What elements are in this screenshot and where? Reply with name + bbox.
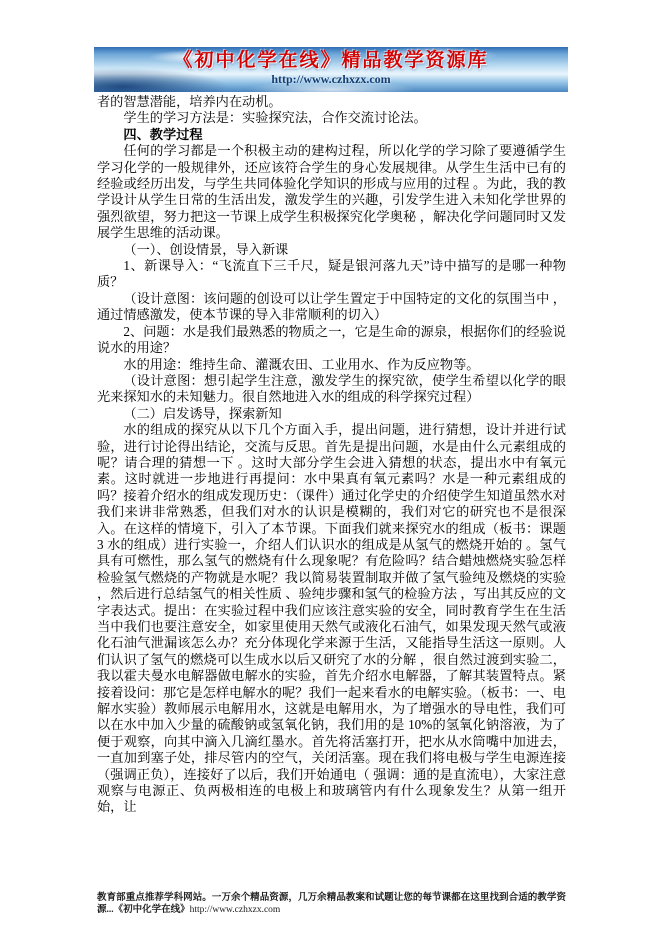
paragraph: 任何的学习都是一个积极主动的建构过程，所以化学的学习除了要遵循学生学习化学的一般规律外，还应该符合学生的身心发展规律。从学生生活中已有的经验或经历出发，与学生共同体验化学知识的形成与应用的过程 。为此，我的教学设计从学生日常的生活出发，激发学生的兴趣，引发学生进入未知化学世界的强烈欲望，努力把这一节课上成学生积极探究化学奥秘 ，解决化学问题同时又发展学生思维的活动课。	[97, 143, 566, 241]
banner-title: 《初中化学在线》精品教学资源库	[173, 50, 489, 71]
paragraph: 水的用途：维持生命、灌溉农田、工业用水、作为反应物等。	[123, 356, 480, 372]
paragraph: 1、新课导入：“飞流直下三千尺，疑是银河落九天”诗中描写的是哪一种物质？	[97, 258, 566, 290]
banner-url: http://www.czhxzx.com	[271, 72, 391, 86]
paragraph: 2、问题：水是我们最熟悉的物质之一，它是生命的源泉，根据你们的经验说说水的用途？	[97, 323, 566, 356]
footer-url: http://www.czhxzx.com	[189, 905, 281, 915]
section-heading: 四、教学过程	[123, 126, 203, 142]
footer-text: 教育部重点推荐学科网站。一万余个精品资源，几万余精品教案和试题让您的每节课都在这里找到合适的教学资源...《初中化学在线》	[97, 893, 566, 915]
paragraph: （设计意图：想引起学生注意，激发学生的探究欲，使学生希望以化学的眼光来探知水的未知魅力。很自然地进入水的组成的科学探究过程）	[97, 372, 566, 405]
page-footer	[97, 892, 566, 916]
paragraph: （设计意图：该问题的创设可以让学生置定于中国特定的文化的氛围当中 ，通过情感激发，使本节课的导入非常顺利的切入）	[97, 290, 566, 323]
paragraph: 水的组成的探究从以下几个方面入手，提出问题，进行猜想，设计并进行试验，进行讨论得出结论，交流与反思。首先是提出问题，水是由什么元素组成的呢？请合理的猜想一下 。这时大部分学生会进入猜想的状态，提出水中有氧元素。这时就进一步地进行再提问：水中果真有氧元素吗？水是一种元素组成的吗？接着介绍水的组成发现历史：（课件）通过化学史的介绍使学生知道虽然水对我们来讲非常熟悉，但我们对水的认识是模糊的，我们对它的研究也不是很深入。在这样的情境下，引入了本节课。下面我们就来探究水的组成（板书：课题 3 水的组成）进行实验一，介绍人们认识水的组成是从氢气的燃烧开始的 。氢气具有可燃性，那么氢气的燃烧有什么现象呢？有危险吗？结合蜡烛燃烧实验怎样检验氢气燃烧的产物就是水呢？我以简易装置制取并做了氢气验纯及燃烧的实验 ，然后进行总结氢气的相关性质 、验纯步骤和氢气的检验方法 ，写出其反应的文字表达式。提出：在实验过程中我们应该注意实验的安全，同时教育学生在生活当中我们也要注意安全，如家里使用天然气或液化石油气，如果发现天然气或液化石油气泄漏该怎么办？充分体现化学来源于生活，又能指导生活这一原则。人们认识了氢气的燃烧可以生成水以后又研究了水的分解 ，很自然过渡到实验二，我以霍夫曼水电解器做电解水的实验，首先介绍水电解器，了解其装置特点。紧接着设问：那它是怎样电解水的呢？我们一起来看水的电解实验。（板书：一、电解水实验）教师展示电解用水，这就是电解用水，为了增强水的导电性，我们可以在水中加入少量的硫酸钠或氢氧化钠，我们用的是 10%的氢氧化钠溶液，为了便于观察，向其中滴入几滴红墨水。首先将活塞打开，把水从水筒嘴中加进去，一直加到塞子处，排尽管内的空气，关闭活塞。现在我们将电极与学生电源连接（强调正负），连接好了以后，我们开始通电（ 强调：通的是直流电），大家注意观察与电源正、负两极相连的电极上和玻璃管内有什么现象发生？从第一组开始，让	[97, 422, 566, 815]
site-banner	[94, 47, 568, 92]
document-body	[97, 94, 566, 816]
subsection-heading: （二）启发诱导，探索新知	[123, 405, 282, 421]
subsection-heading: （一）、创设情景，导入新课	[123, 241, 289, 257]
paragraph-continuation: 者的智慧潜能，培养内在动机。	[97, 94, 282, 109]
paragraph: 学生的学习方法是：实验探究法，合作交流讨论法。	[123, 110, 427, 126]
